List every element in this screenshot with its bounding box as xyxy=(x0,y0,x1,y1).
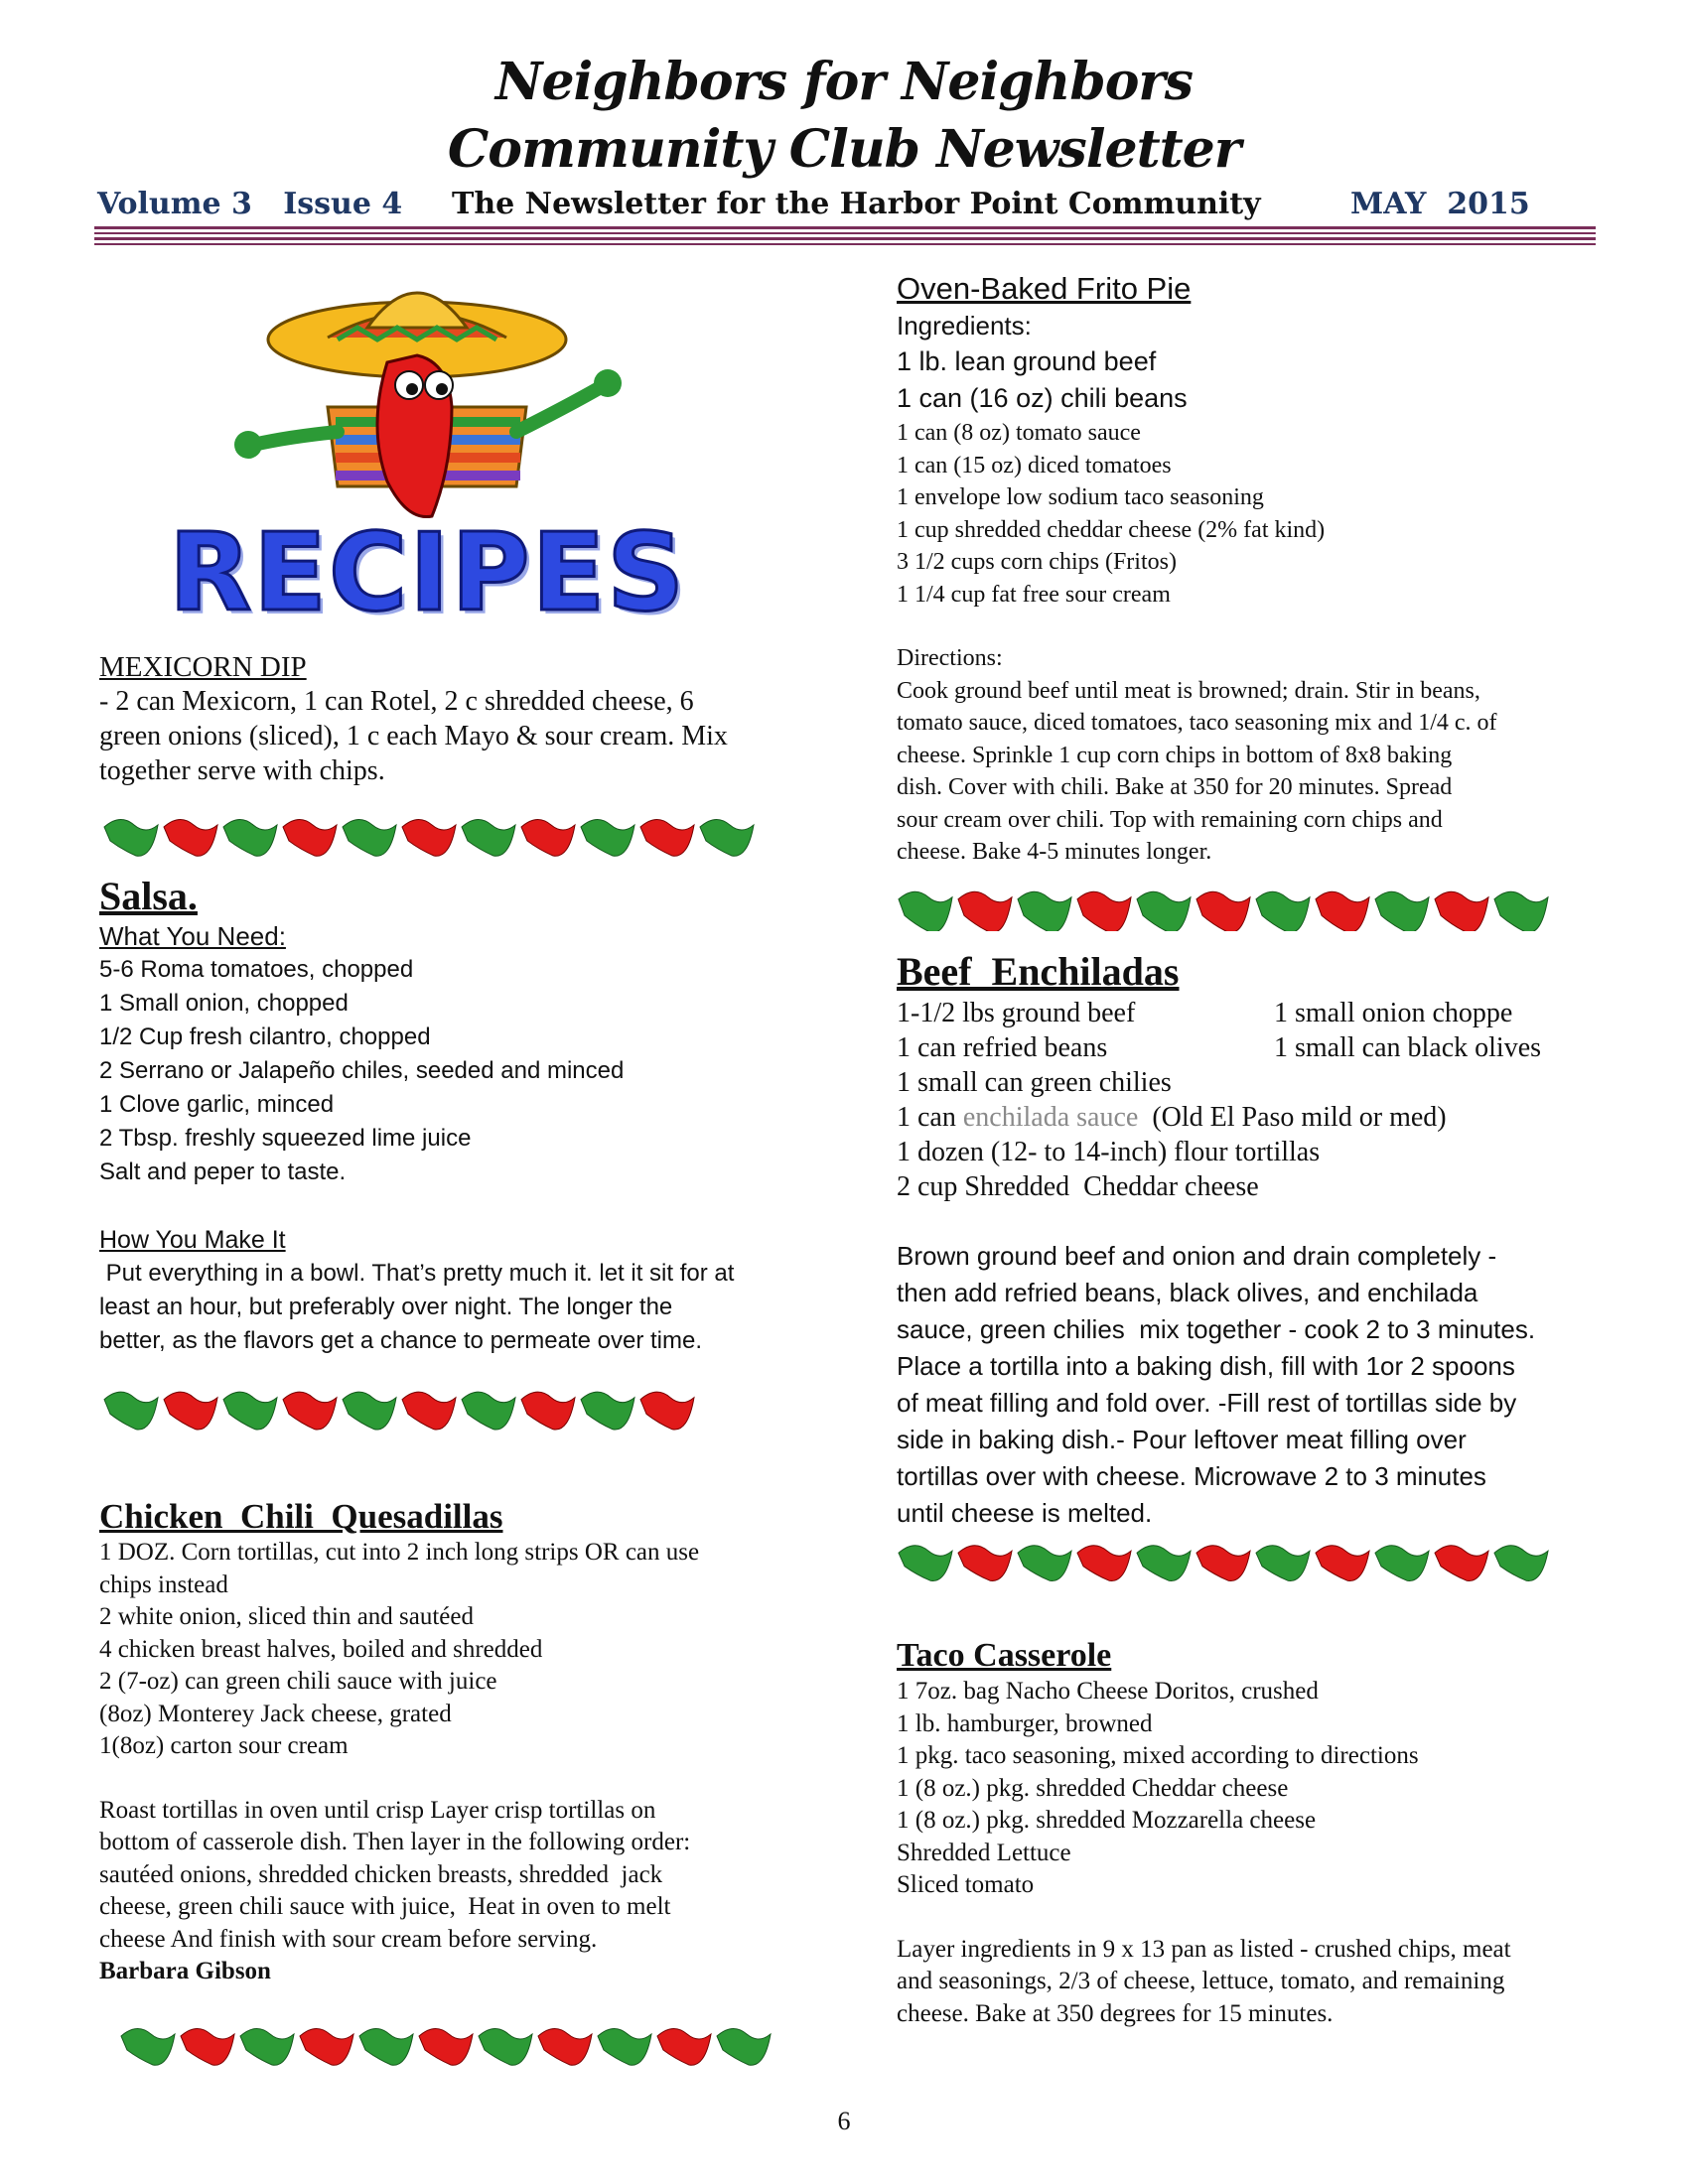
green-pepper-icon xyxy=(121,2028,175,2065)
enchilada-sauce-link[interactable]: enchilada sauce xyxy=(962,1102,1139,1133)
green-pepper-icon xyxy=(1018,1546,1071,1581)
red-pepper-icon xyxy=(640,1392,694,1430)
green-pepper-icon xyxy=(1137,891,1191,931)
frito-title: Oven-Baked Frito Pie xyxy=(897,271,1192,306)
red-pepper-icon xyxy=(1196,1546,1250,1581)
taco-ingredient: 1 pkg. taco seasoning, mixed according to directions xyxy=(897,1742,1419,1769)
salsa-need-heading: What You Need: xyxy=(99,921,286,951)
green-pepper-icon xyxy=(479,2028,532,2065)
red-pepper-icon xyxy=(1316,891,1369,931)
green-pepper-icon xyxy=(359,2028,413,2065)
red-pepper-icon xyxy=(1077,1546,1131,1581)
green-pepper-icon xyxy=(462,819,515,856)
taco-direction: Layer ingredients in 9 x 13 pan as listed - crushed chips, meat xyxy=(897,1935,1511,1963)
frito-ingredient: 1 lb. lean ground beef xyxy=(897,346,1157,376)
green-pepper-icon xyxy=(717,2028,771,2065)
red-pepper-icon xyxy=(958,1546,1012,1581)
frito-ingredient: 1 can (16 oz) chili beans xyxy=(897,383,1188,413)
green-pepper-icon xyxy=(899,1546,952,1581)
enchiladas-ingredient: 2 cup Shredded Cheddar cheese xyxy=(897,1171,1259,1202)
salsa-ingredient: 1 Small onion, chopped xyxy=(99,990,349,1017)
quesadillas-ingredient: 2 white onion, sliced thin and sautéed xyxy=(99,1603,475,1630)
green-pepper-icon xyxy=(700,819,754,856)
red-pepper-icon xyxy=(283,1392,337,1430)
salsa-section xyxy=(99,874,794,1358)
green-pepper-icon xyxy=(1018,891,1071,931)
mexicorn-title: MEXICORN DIP xyxy=(99,651,307,683)
quesadillas-ingredient: 1(8oz) carton sour cream xyxy=(99,1732,349,1759)
taco-ingredient: 1 7oz. bag Nacho Cheese Doritos, crushed xyxy=(897,1678,1319,1705)
salsa-ingredient: 1/2 Cup fresh cilantro, chopped xyxy=(99,1024,431,1050)
quesadillas-ingredient: 2 (7-oz) can green chili sauce with juice xyxy=(99,1668,497,1695)
red-pepper-icon xyxy=(1435,891,1488,931)
red-pepper-icon xyxy=(958,891,1012,931)
pepper-divider-2 xyxy=(102,1374,748,1433)
quesadillas-direction: bottom of casserole dish. Then layer in the following order: xyxy=(99,1829,691,1855)
red-pepper-icon xyxy=(402,1392,456,1430)
frito-ingredients-heading: Ingredients: xyxy=(897,311,1032,341)
green-pepper-icon xyxy=(223,819,277,856)
frito-ingredient: 1 can (15 oz) diced tomatoes xyxy=(897,452,1172,478)
green-pepper-icon xyxy=(581,819,634,856)
enchiladas-sauce-line xyxy=(897,1100,1612,1135)
taco-casserole-section xyxy=(897,1636,1612,2030)
taco-ingredient: Sliced tomato xyxy=(897,1871,1035,1898)
red-pepper-icon xyxy=(181,2028,234,2065)
quesadillas-direction: cheese And finish with sour cream before serving. xyxy=(99,1925,598,1953)
sauce-prefix: 1 can xyxy=(897,1102,963,1133)
red-pepper-icon xyxy=(164,1392,217,1430)
green-pepper-icon xyxy=(1137,1546,1191,1581)
taco-direction: and seasonings, 2/3 of cheese, lettuce, tomato, and remaining xyxy=(897,1968,1505,1994)
pepper-divider-4 xyxy=(897,872,1582,931)
green-pepper-icon xyxy=(343,819,396,856)
enchiladas-direction: Place a tortilla into a baking dish, fill with 1or 2 spoons xyxy=(897,1351,1515,1381)
red-pepper-icon xyxy=(657,2028,711,2065)
enchiladas-direction: sauce, green chilies mix together - cook 2 to 3 minutes. xyxy=(897,1314,1536,1344)
salsa-make-heading: How You Make It xyxy=(99,1226,286,1254)
taco-ingredient: 1 (8 oz.) pkg. shredded Mozzarella cheese xyxy=(897,1807,1317,1834)
newsletter-title-line1: Neighbors for Neighbors xyxy=(494,52,1194,112)
pepper-divider-3 xyxy=(119,2011,774,2071)
quesadillas-ingredient: 4 chicken breast halves, boiled and shredded xyxy=(99,1635,543,1663)
salsa-direction: Put everything in a bowl. That’s pretty much it. let it sit for at xyxy=(99,1260,735,1287)
taco-direction: cheese. Bake at 350 degrees for 15 minutes. xyxy=(897,1999,1334,2027)
taco-ingredient: 1 lb. hamburger, browned xyxy=(897,1709,1153,1737)
frito-ingredient: 1 envelope low sodium taco seasoning xyxy=(897,484,1264,510)
green-pepper-icon xyxy=(223,1392,277,1430)
frito-direction: sour cream over chili. Top with remaining corn chips and xyxy=(897,806,1443,833)
quesadillas-direction: Roast tortillas in oven until crisp Layer crisp tortillas on xyxy=(99,1796,656,1824)
salsa-direction: better, as the flavors get a chance to permeate over time. xyxy=(99,1327,702,1354)
issue-date: MAY 2015 xyxy=(1350,187,1530,221)
frito-directions-heading: Directions: xyxy=(897,645,1003,671)
green-pepper-icon xyxy=(104,819,158,856)
frito-pie-section xyxy=(897,270,1612,869)
pepper-divider-5 xyxy=(897,1529,1562,1588)
taco-ingredient: 1 (8 oz.) pkg. shredded Cheddar cheese xyxy=(897,1774,1289,1802)
green-pepper-icon xyxy=(1494,891,1548,931)
taco-title: Taco Casserole xyxy=(897,1637,1112,1674)
quesadillas-ingredient: (8oz) Monterey Jack cheese, grated xyxy=(99,1700,452,1727)
recipe-author: Barbara Gibson xyxy=(99,1958,271,1984)
salsa-direction: least an hour, but preferably over night. The longer the xyxy=(99,1294,673,1320)
sauce-suffix: (Old El Paso mild or med) xyxy=(1138,1102,1447,1133)
header-rule xyxy=(94,226,1596,248)
salsa-title: Salsa. xyxy=(99,874,198,918)
red-pepper-icon xyxy=(538,2028,592,2065)
enchiladas-direction: then add refried beans, black olives, and enchilada xyxy=(897,1278,1478,1307)
enchiladas-ingredient: 1 small onion choppe xyxy=(1274,998,1513,1028)
salsa-ingredient: Salt and peper to taste. xyxy=(99,1159,347,1185)
volume-issue: Volume 3 Issue 4 xyxy=(97,187,403,221)
quesadillas-section xyxy=(99,1497,794,1987)
enchiladas-direction: tortillas over with cheese. Microwave 2 to 3 minutes xyxy=(897,1461,1486,1491)
enchiladas-direction: Brown ground beef and onion and drain completely - xyxy=(897,1241,1497,1271)
red-pepper-icon xyxy=(1196,891,1250,931)
quesadillas-ingredient: chips instead xyxy=(99,1570,228,1598)
newsletter-tagline: The Newsletter for the Harbor Point Community xyxy=(452,187,1261,221)
salsa-ingredient: 2 Serrano or Jalapeño chiles, seeded and minced xyxy=(99,1057,625,1084)
page-number: 6 xyxy=(837,2107,851,2135)
salsa-ingredient: 2 Tbsp. freshly squeezed lime juice xyxy=(99,1125,472,1152)
salsa-ingredient: 1 Clove garlic, minced xyxy=(99,1091,335,1118)
newsletter-title-line2: Community Club Newsletter xyxy=(447,119,1241,180)
beef-enchiladas-section xyxy=(897,948,1612,1532)
green-pepper-icon xyxy=(343,1392,396,1430)
red-pepper-icon xyxy=(1077,891,1131,931)
quesadillas-direction: cheese, green chili sauce with juice, Heat in oven to melt xyxy=(99,1893,671,1920)
enchiladas-ingredient: 1 dozen (12- to 14-inch) flour tortillas xyxy=(897,1137,1321,1167)
red-pepper-icon xyxy=(283,819,337,856)
mexicorn-dip-section xyxy=(99,650,794,788)
red-pepper-icon xyxy=(640,819,694,856)
green-pepper-icon xyxy=(104,1392,158,1430)
green-pepper-icon xyxy=(1494,1546,1548,1581)
green-pepper-icon xyxy=(1375,891,1429,931)
frito-ingredient: 1 can (8 oz) tomato sauce xyxy=(897,420,1141,446)
enchiladas-direction: of meat filling and fold over. -Fill rest of tortillas side by xyxy=(897,1388,1517,1418)
enchiladas-title: Beef Enchiladas xyxy=(897,949,1180,994)
quesadillas-title: Chicken Chili Quesadillas xyxy=(99,1497,503,1536)
enchiladas-ingredient: 1-1/2 lbs ground beef xyxy=(897,998,1136,1028)
enchiladas-ingredient: 1 small can green chilies xyxy=(897,1067,1172,1098)
frito-ingredient: 1 cup shredded cheddar cheese (2% fat kind) xyxy=(897,516,1326,543)
frito-direction: tomato sauce, diced tomatoes, taco seasoning mix and 1/4 c. of xyxy=(897,710,1497,736)
green-pepper-icon xyxy=(1375,1546,1429,1581)
frito-direction: dish. Cover with chili. Bake at 350 for 20 minutes. Spread xyxy=(897,774,1453,800)
pepper-divider-1 xyxy=(102,802,768,862)
chili-pepper-mascot-icon xyxy=(218,268,695,526)
red-pepper-icon xyxy=(521,1392,575,1430)
frito-direction: cheese. Sprinkle 1 cup corn chips in bottom of 8x8 baking xyxy=(897,742,1453,768)
red-pepper-icon xyxy=(300,2028,353,2065)
green-pepper-icon xyxy=(581,1392,634,1430)
red-pepper-icon xyxy=(402,819,456,856)
red-pepper-icon xyxy=(419,2028,473,2065)
green-pepper-icon xyxy=(462,1392,515,1430)
red-pepper-icon xyxy=(1435,1546,1488,1581)
green-pepper-icon xyxy=(240,2028,294,2065)
mexicorn-line: - 2 can Mexicorn, 1 can Rotel, 2 c shredded cheese, 6 xyxy=(99,686,694,717)
red-pepper-icon xyxy=(521,819,575,856)
enchiladas-direction: until cheese is melted. xyxy=(897,1498,1153,1528)
frito-direction: Cook ground beef until meat is browned; drain. Stir in beans, xyxy=(897,677,1480,704)
green-pepper-icon xyxy=(899,891,952,931)
frito-ingredient: 1 1/4 cup fat free sour cream xyxy=(897,581,1171,608)
green-pepper-icon xyxy=(1256,1546,1310,1581)
quesadillas-ingredient: 1 DOZ. Corn tortillas, cut into 2 inch long strips OR can use xyxy=(99,1539,700,1566)
frito-ingredient: 3 1/2 cups corn chips (Fritos) xyxy=(897,549,1177,575)
red-pepper-icon xyxy=(164,819,217,856)
taco-ingredient: Shredded Lettuce xyxy=(897,1839,1071,1866)
enchiladas-ingredient: 1 can refried beans xyxy=(897,1032,1108,1063)
enchiladas-ingredient: 1 small can black olives xyxy=(1274,1032,1542,1063)
enchiladas-direction: side in baking dish.- Pour leftover meat filling over xyxy=(897,1425,1467,1454)
recipes-logo-word: RECIPES xyxy=(169,511,687,635)
mexicorn-line: together serve with chips. xyxy=(99,755,385,786)
quesadillas-direction: sautéed onions, shredded chicken breasts, shredded jack xyxy=(99,1860,663,1888)
green-pepper-icon xyxy=(1256,891,1310,931)
green-pepper-icon xyxy=(598,2028,651,2065)
red-pepper-icon xyxy=(1316,1546,1369,1581)
salsa-ingredient: 5-6 Roma tomatoes, chopped xyxy=(99,956,414,983)
frito-direction: cheese. Bake 4-5 minutes longer. xyxy=(897,839,1212,865)
mexicorn-line: green onions (sliced), 1 c each Mayo & sour cream. Mix xyxy=(99,721,728,751)
